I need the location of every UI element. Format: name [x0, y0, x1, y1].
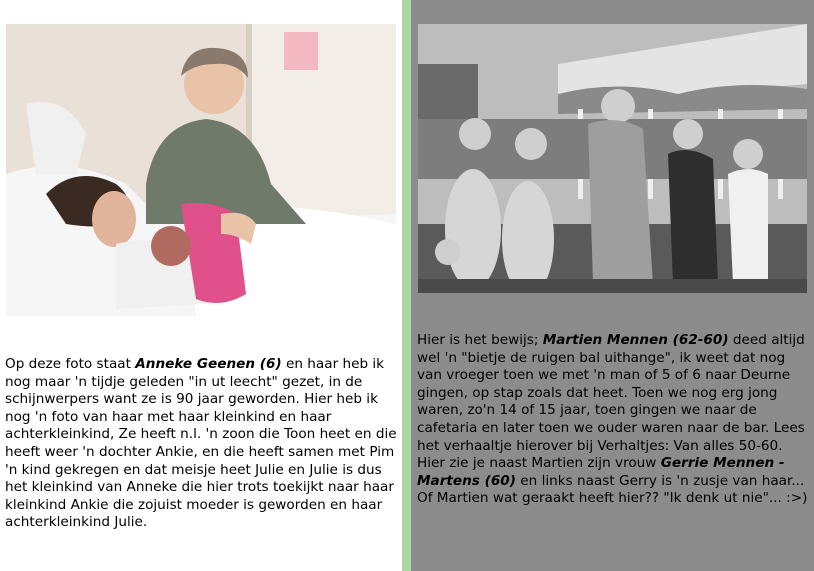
- left-caption: [5, 356, 399, 532]
- right-caption-name-1: Martien Mennen (62-60): [542, 332, 729, 348]
- right-caption-text-2: deed altijd wel 'n "bietje de ruigen bal uithange", ik weet dat nog van vroeger toen we met 'n man of 5 of 6 naar Deurne gingen, op stap zoals dat heet. Toen we nog erg jong waren, zo'n 14 of 15 jaar, toen gingen we naar de cafetaria en later toen we ouder waren naar de bar. Lees het verhaaltje hierover bij Verhaltjes: Van alles 50-60. Hier zie je naast Martien zijn vrouw: [417, 332, 805, 472]
- maternity-photo-drawing: [6, 24, 396, 316]
- left-panel: [0, 0, 402, 571]
- fairground-photo-drawing: [418, 24, 807, 293]
- left-caption-name: Anneke Geenen (6): [135, 356, 282, 372]
- panel-divider: [402, 0, 411, 571]
- left-caption-text-2: en haar heb ik nog maar 'n tijdje geleden "in ut leecht" gezet, in de schijnwerpers want ze is 90 jaar geworden. Hier heb ik nog 'n foto van haar met haar kleinkind en haar achterkleinkind, Ze heeft n.l. 'n zoon die Toon heet en die heeft weer 'n dochter Ankie, en die heeft samen met Pim 'n kind gekregen en dat meisje heet Julie en Julie is dus het kleinkind van Anneke die hier trots toekijkt naar haar kleinkind Ankie die zojuist moeder is geworden en haar achterkleinkind Julie.: [5, 356, 397, 531]
- right-caption-text-1: Hier is het bewijs;: [417, 332, 543, 348]
- fairground-photo: [418, 24, 807, 293]
- right-panel: [411, 0, 814, 571]
- right-caption-name-2: Gerrie Mennen - Martens (60): [417, 455, 785, 489]
- left-caption-text-1: Op deze foto staat: [5, 356, 136, 372]
- maternity-photo: [6, 24, 396, 316]
- right-caption: [417, 332, 811, 508]
- right-caption-text-3: en links naast Gerry is 'n zusje van haar... Of Martien wat geraakt heeft hier?? "Ik denk ut nie"... :>): [417, 472, 808, 507]
